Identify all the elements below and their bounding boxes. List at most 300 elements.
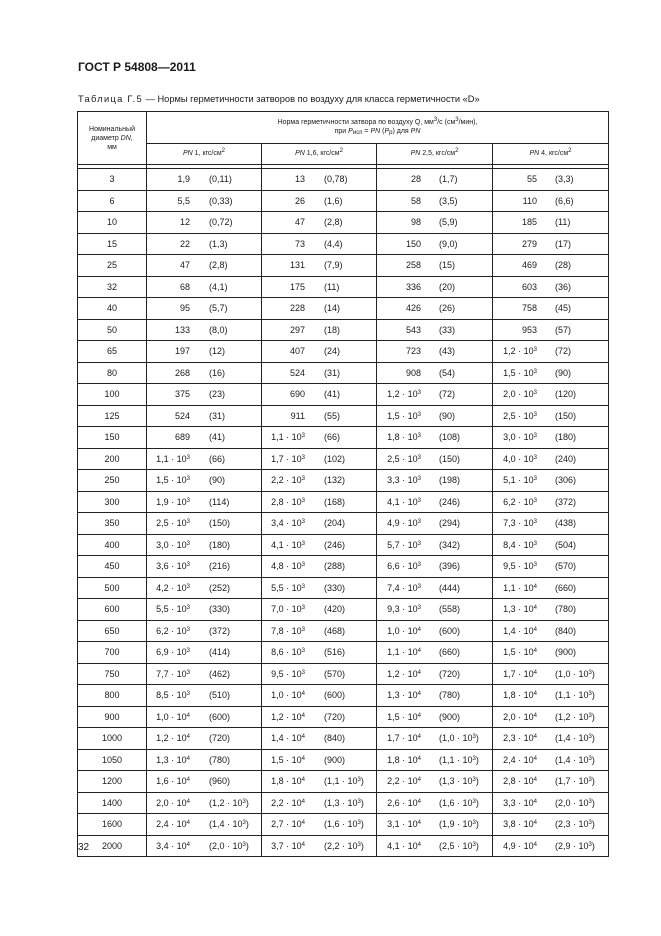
norm-value-cm3: (45) <box>555 303 572 314</box>
norm-value-mm3: $3,0 \cdot 10^3$ <box>503 432 538 443</box>
norm-cell <box>493 169 609 191</box>
norm-cell <box>147 771 262 793</box>
norm-value-cm3: (306) <box>555 475 577 486</box>
table-row <box>78 341 609 363</box>
norm-cell <box>493 341 609 363</box>
norm-cell <box>493 255 609 277</box>
norm-value-cm3: (90) <box>439 410 456 421</box>
norm-value-cm3: (11) <box>555 217 571 228</box>
norm-value-mm3: $1,0 \cdot 10^4$ <box>271 690 305 701</box>
norm-cell <box>147 491 262 513</box>
norm-value-mm3: 55 <box>527 174 538 185</box>
norm-value-cm3: $(2,2 \cdot 10^3)$ <box>324 840 364 851</box>
norm-value-cm3: (1,6) <box>324 195 343 206</box>
norm-value-cm3: (5,7) <box>209 303 228 314</box>
norm-cell <box>262 448 377 470</box>
table-row <box>78 212 609 234</box>
norm-value-cm3: (198) <box>439 475 461 486</box>
norm-value-cm3: (660) <box>439 647 461 658</box>
norm-cell <box>377 470 493 492</box>
norm-value-mm3: $1,5 \cdot 10^4$ <box>387 711 421 722</box>
norm-cell <box>262 642 377 664</box>
table-row <box>78 663 609 685</box>
norm-value-mm3: 68 <box>179 281 190 292</box>
norm-cell <box>147 534 262 556</box>
norm-cell <box>377 298 493 320</box>
table-row <box>78 427 609 449</box>
norm-value-mm3: $4,1 \cdot 10^3$ <box>271 539 305 550</box>
norm-cell <box>377 255 493 277</box>
norm-value-mm3: $1,1 \cdot 10^4$ <box>503 582 538 593</box>
header-norm-eq: = <box>362 128 371 136</box>
norm-value-cm3: $(1,1 \cdot 10^3)$ <box>324 776 364 787</box>
header-norm-sup1: 3 <box>433 117 438 124</box>
dn-cell: 1600 <box>78 814 147 836</box>
norm-value-cm3: (0,33) <box>209 195 233 206</box>
table-row <box>78 749 609 771</box>
norm-value-mm3: 185 <box>521 217 538 228</box>
dn-cell: 2000 <box>78 835 147 857</box>
norm-value-cm3: (246) <box>324 539 346 550</box>
norm-value-cm3: (108) <box>439 432 461 443</box>
norm-value-cm3: (180) <box>209 539 231 550</box>
norm-value-mm3: $3,4 \cdot 10^4$ <box>156 840 190 851</box>
norm-value-mm3: 133 <box>174 324 190 335</box>
norm-value-mm3: 47 <box>179 260 190 271</box>
norm-value-mm3: $1,3 \cdot 10^4$ <box>387 690 421 701</box>
norm-value-cm3: $(1,3 \cdot 10^3)$ <box>439 776 479 787</box>
table-row <box>78 298 609 320</box>
norm-value-cm3: (132) <box>324 475 346 486</box>
norm-value-mm3: $1,1 \cdot 10^3$ <box>156 453 190 464</box>
norm-cell <box>262 728 377 750</box>
dn-cell: 6 <box>78 190 147 212</box>
norm-value-cm3: (16) <box>209 367 226 378</box>
norm-value-cm3: (900) <box>324 754 346 765</box>
norm-value-mm3: $1,8 \cdot 10^4$ <box>387 754 421 765</box>
norm-cell <box>147 212 262 234</box>
header-norm-pn: PN <box>370 128 381 136</box>
norm-value-cm3: (15) <box>439 260 456 271</box>
norm-value-mm3: $2,7 \cdot 10^4$ <box>271 819 305 830</box>
norm-cell <box>377 642 493 664</box>
norm-value-mm3: $1,0 \cdot 10^4$ <box>387 625 421 636</box>
norm-cell <box>147 642 262 664</box>
norm-cell <box>147 835 262 857</box>
norm-cell <box>493 835 609 857</box>
header-dn-var: DN <box>120 134 131 142</box>
norm-value-mm3: $6,2 \cdot 10^3$ <box>156 625 190 636</box>
norm-value-cm3: $(1,4 \cdot 10^3)$ <box>555 754 595 765</box>
norm-value-mm3: $3,7 \cdot 10^4$ <box>271 840 305 851</box>
dn-cell: 400 <box>78 534 147 556</box>
norm-value-cm3: $(1,6 \cdot 10^3)$ <box>324 819 364 830</box>
dn-cell: 350 <box>78 513 147 535</box>
norm-value-mm3: $1,3 \cdot 10^4$ <box>156 754 190 765</box>
table-caption-text: — Нормы герметичности затворов по воздуху для класса герметичности «D» <box>143 94 480 104</box>
norm-cell <box>262 577 377 599</box>
norm-value-mm3: $8,5 \cdot 10^3$ <box>156 690 190 701</box>
header-dn-unit: мм <box>107 143 117 151</box>
norm-value-cm3: (246) <box>439 496 461 507</box>
norm-value-mm3: $2,6 \cdot 10^4$ <box>387 797 421 808</box>
norm-value-mm3: $4,1 \cdot 10^4$ <box>387 840 421 851</box>
header-norm-pr-var: P <box>384 128 390 136</box>
norm-value-cm3: (420) <box>324 604 346 615</box>
norm-value-cm3: (12) <box>209 346 226 357</box>
norm-cell <box>493 663 609 685</box>
norm-cell <box>493 577 609 599</box>
norm-value-mm3: $2,8 \cdot 10^3$ <box>271 496 305 507</box>
norm-value-mm3: $7,3 \cdot 10^3$ <box>503 518 538 529</box>
norm-value-cm3: (150) <box>209 518 231 529</box>
dn-cell: 1400 <box>78 792 147 814</box>
norm-cell <box>262 491 377 513</box>
dn-cell: 50 <box>78 319 147 341</box>
norm-value-mm3: $1,5 \cdot 10^4$ <box>271 754 305 765</box>
norm-value-cm3: $(1,3 \cdot 10^3)$ <box>324 797 364 808</box>
norm-value-mm3: $1,5 \cdot 10^4$ <box>503 647 538 658</box>
norm-value-mm3: 110 <box>522 195 538 206</box>
norm-cell <box>147 427 262 449</box>
norm-value-mm3: 131 <box>289 260 305 271</box>
norm-value-cm3: (660) <box>555 582 577 593</box>
dn-cell: 150 <box>78 427 147 449</box>
norm-value-cm3: $(1,4 \cdot 10^3)$ <box>209 819 249 830</box>
header-nominal-diameter: Номинальный диаметр DN, мм <box>78 112 147 165</box>
norm-cell <box>147 470 262 492</box>
norm-cell <box>262 276 377 298</box>
norm-cell <box>493 405 609 427</box>
table-row <box>78 814 609 836</box>
norm-value-mm3: $1,6 \cdot 10^4$ <box>156 776 190 787</box>
norm-cell <box>147 341 262 363</box>
table-caption <box>78 94 480 104</box>
table-row <box>78 362 609 384</box>
norm-cell <box>147 169 262 191</box>
norm-cell <box>262 470 377 492</box>
norm-cell <box>377 513 493 535</box>
norm-cell <box>377 771 493 793</box>
table-row <box>78 233 609 255</box>
dn-cell: 450 <box>78 556 147 578</box>
norm-value-cm3: (444) <box>439 582 461 593</box>
table-row <box>78 556 609 578</box>
norm-value-mm3: $2,4 \cdot 10^4$ <box>503 754 538 765</box>
table-row <box>78 491 609 513</box>
dn-cell: 650 <box>78 620 147 642</box>
norm-cell <box>147 577 262 599</box>
header-pn-column: PN 4, кгс/$см^2$ <box>493 143 609 164</box>
dn-cell: 200 <box>78 448 147 470</box>
norm-value-mm3: 58 <box>410 195 421 206</box>
norm-value-cm3: (216) <box>209 561 231 572</box>
norm-value-mm3: $4,2 \cdot 10^3$ <box>156 582 190 593</box>
norm-cell <box>377 276 493 298</box>
norm-value-cm3: (720) <box>209 733 231 744</box>
norm-value-mm3: $4,9 \cdot 10^3$ <box>387 518 421 529</box>
norm-value-mm3: $1,7 \cdot 10^4$ <box>387 733 421 744</box>
norm-cell <box>147 620 262 642</box>
norm-value-mm3: $1,5 \cdot 10^3$ <box>387 410 421 421</box>
norm-value-cm3: (55) <box>324 410 341 421</box>
norm-value-mm3: $2,5 \cdot 10^3$ <box>503 410 538 421</box>
norm-value-cm3: (240) <box>555 453 577 464</box>
norm-value-mm3: $7,8 \cdot 10^3$ <box>271 625 305 636</box>
norm-value-mm3: 47 <box>294 217 305 228</box>
norm-value-mm3: $3,0 \cdot 10^3$ <box>156 539 190 550</box>
norm-cell <box>147 298 262 320</box>
norm-cell <box>262 663 377 685</box>
header-norm-line1: Норма герметичности затвора по воздуху Q, мм <box>277 119 434 127</box>
norm-cell <box>262 771 377 793</box>
norm-value-cm3: (600) <box>324 690 346 701</box>
norm-value-mm3: $1,3 \cdot 10^4$ <box>503 604 538 615</box>
norm-value-cm3: (28) <box>555 260 572 271</box>
norm-value-cm3: (294) <box>439 518 461 529</box>
norm-cell <box>147 792 262 814</box>
norm-cell <box>493 362 609 384</box>
norm-cell <box>377 212 493 234</box>
dn-cell: 900 <box>78 706 147 728</box>
norm-cell <box>262 513 377 535</box>
norm-cell <box>377 706 493 728</box>
norm-cell <box>147 319 262 341</box>
norm-value-mm3: 73 <box>294 238 305 249</box>
norm-cell <box>377 835 493 857</box>
table-row <box>78 706 609 728</box>
dn-cell: 250 <box>78 470 147 492</box>
norm-value-mm3: $8,4 \cdot 10^3$ <box>503 539 538 550</box>
norm-value-mm3: $7,0 \cdot 10^3$ <box>271 604 305 615</box>
norm-value-cm3: (204) <box>324 518 346 529</box>
norm-value-cm3: (33) <box>439 324 456 335</box>
dn-cell: 1000 <box>78 728 147 750</box>
norm-value-mm3: 268 <box>174 367 190 378</box>
table-row <box>78 577 609 599</box>
norm-value-mm3: $2,0 \cdot 10^4$ <box>503 711 538 722</box>
norm-cell <box>262 814 377 836</box>
norm-value-cm3: (570) <box>324 668 346 679</box>
norm-value-cm3: (840) <box>324 733 346 744</box>
table-row <box>78 728 609 750</box>
norm-value-cm3: (0,11) <box>209 174 232 185</box>
norm-value-mm3: $1,1 \cdot 10^4$ <box>387 647 421 658</box>
norm-cell <box>262 685 377 707</box>
header-norm-pn2: PN <box>410 128 421 136</box>
norm-cell <box>493 728 609 750</box>
norm-value-cm3: (150) <box>439 453 461 464</box>
norm-value-cm3: (72) <box>555 346 572 357</box>
norm-value-mm3: $3,1 \cdot 10^4$ <box>387 819 421 830</box>
norm-value-mm3: $6,9 \cdot 10^3$ <box>156 647 190 658</box>
norm-value-mm3: $1,4 \cdot 10^4$ <box>503 625 538 636</box>
norm-value-mm3: $1,2 \cdot 10^4$ <box>271 711 305 722</box>
norm-value-cm3: $(1,9 \cdot 10^3)$ <box>439 819 479 830</box>
norm-cell <box>377 233 493 255</box>
table-row <box>78 276 609 298</box>
norm-value-cm3: (3,3) <box>555 174 574 185</box>
norm-value-mm3: 95 <box>179 303 190 314</box>
norm-value-cm3: (252) <box>209 582 231 593</box>
norm-cell <box>493 792 609 814</box>
norm-value-mm3: $7,7 \cdot 10^3$ <box>156 668 190 679</box>
norm-value-mm3: $1,5 \cdot 10^3$ <box>503 367 538 378</box>
norm-cell <box>262 169 377 191</box>
norm-cell <box>262 298 377 320</box>
norm-value-mm3: $1,5 \cdot 10^3$ <box>156 475 190 486</box>
norm-cell <box>493 534 609 556</box>
norm-value-cm3: $(1,1 \cdot 10^3)$ <box>439 754 479 765</box>
dn-cell: 125 <box>78 405 147 427</box>
norm-cell <box>147 556 262 578</box>
norm-value-mm3: $1,8 \cdot 10^4$ <box>271 776 305 787</box>
norm-value-cm3: (7,9) <box>324 260 343 271</box>
norm-value-cm3: $(1,0 \cdot 10^3)$ <box>439 733 479 744</box>
dn-cell: 800 <box>78 685 147 707</box>
norm-cell <box>377 749 493 771</box>
table-caption-label: Таблица Г.5 <box>78 94 143 104</box>
norm-value-cm3: (438) <box>555 518 577 529</box>
norm-value-mm3: $1,2 \cdot 10^3$ <box>387 389 421 400</box>
norm-value-cm3: (66) <box>324 432 341 443</box>
norm-value-mm3: 297 <box>289 324 305 335</box>
norm-value-cm3: (90) <box>555 367 572 378</box>
norm-cell <box>493 620 609 642</box>
dn-cell: 25 <box>78 255 147 277</box>
header-norm-end: /мин), <box>458 119 478 127</box>
header-norm-sup2: 3 <box>455 117 459 124</box>
table-row <box>78 534 609 556</box>
norm-cell <box>493 212 609 234</box>
norm-value-cm3: (1,3) <box>209 238 228 249</box>
header-pn-column: PN 1,6, кгс/$см^2$ <box>262 143 377 164</box>
norm-value-cm3: (20) <box>439 281 456 292</box>
norm-value-cm3: (6,6) <box>555 195 574 206</box>
norm-value-cm3: (31) <box>324 367 341 378</box>
norm-value-cm3: (840) <box>555 625 577 636</box>
norm-cell <box>262 255 377 277</box>
norm-value-mm3: 28 <box>410 174 421 185</box>
norm-value-cm3: (180) <box>555 432 577 443</box>
norm-value-cm3: (960) <box>209 776 231 787</box>
norm-value-cm3: $(2,0 \cdot 10^3)$ <box>209 840 249 851</box>
header-norm-paren: ( <box>380 128 385 136</box>
header-dn-line1: Номинальный <box>89 125 135 133</box>
norm-cell <box>377 341 493 363</box>
norm-cell <box>377 319 493 341</box>
norm-value-mm3: $9,5 \cdot 10^3$ <box>271 668 305 679</box>
norm-cell <box>377 556 493 578</box>
dn-cell: 600 <box>78 599 147 621</box>
dn-cell: 1050 <box>78 749 147 771</box>
norm-value-mm3: $1,0 \cdot 10^4$ <box>156 711 190 722</box>
norm-value-mm3: $5,5 \cdot 10^3$ <box>271 582 305 593</box>
norm-value-cm3: (36) <box>555 281 572 292</box>
norm-value-cm3: (462) <box>209 668 231 679</box>
norm-value-mm3: $5,1 \cdot 10^3$ <box>503 475 538 486</box>
norm-cell <box>262 427 377 449</box>
norm-cell <box>377 362 493 384</box>
norm-value-mm3: $3,6 \cdot 10^3$ <box>156 561 190 572</box>
table-row <box>78 384 609 406</box>
norm-value-cm3: (57) <box>555 324 572 335</box>
norm-value-cm3: (168) <box>324 496 346 507</box>
norm-value-mm3: 908 <box>405 367 421 378</box>
norm-value-cm3: (4,4) <box>324 238 343 249</box>
norm-value-cm3: (8,0) <box>209 324 228 335</box>
norm-cell <box>262 835 377 857</box>
norm-cell <box>493 427 609 449</box>
norm-cell <box>262 599 377 621</box>
norm-cell <box>262 706 377 728</box>
dn-cell: 1200 <box>78 771 147 793</box>
norm-value-cm3: (372) <box>555 496 577 507</box>
norm-cell <box>493 513 609 535</box>
norm-value-cm3: (41) <box>209 432 226 443</box>
norm-value-cm3: $(2,0 \cdot 10^3)$ <box>555 797 595 808</box>
table-row <box>78 470 609 492</box>
norm-value-mm3: $2,0 \cdot 10^3$ <box>503 389 538 400</box>
norm-cell <box>493 491 609 513</box>
header-dn-line2: диаметр <box>91 134 121 142</box>
norm-cell <box>147 663 262 685</box>
dn-cell: 300 <box>78 491 147 513</box>
norm-value-cm3: (102) <box>324 453 346 464</box>
norm-value-mm3: $9,5 \cdot 10^3$ <box>503 561 538 572</box>
header-norm-p-var: P <box>348 128 353 136</box>
norm-value-cm3: (570) <box>555 561 577 572</box>
norm-cell <box>147 190 262 212</box>
norm-cell <box>493 556 609 578</box>
norm-cell <box>147 749 262 771</box>
norm-value-mm3: 5,5 <box>177 195 190 206</box>
norm-value-mm3: 603 <box>521 281 538 292</box>
table-row <box>78 835 609 857</box>
norm-cell <box>262 319 377 341</box>
table-row <box>78 642 609 664</box>
norm-value-mm3: $2,3 \cdot 10^4$ <box>503 733 538 744</box>
header-norm-p-sub: исп <box>352 130 363 137</box>
norm-cell <box>147 233 262 255</box>
header-norm-group <box>147 112 609 144</box>
norm-cell <box>262 792 377 814</box>
norm-cell <box>262 405 377 427</box>
norm-value-cm3: (780) <box>555 604 577 615</box>
norm-cell <box>377 792 493 814</box>
table-row <box>78 620 609 642</box>
norm-value-cm3: (342) <box>439 539 461 550</box>
norm-value-cm3: (90) <box>209 475 226 486</box>
norm-value-mm3: $2,2 \cdot 10^3$ <box>271 475 305 486</box>
norm-value-mm3: 22 <box>179 238 190 249</box>
norm-cell <box>262 362 377 384</box>
norm-value-cm3: (54) <box>439 367 456 378</box>
norm-value-mm3: $1,2 \cdot 10^3$ <box>503 346 538 357</box>
norm-cell <box>493 599 609 621</box>
norm-value-mm3: 26 <box>294 195 305 206</box>
norm-cell <box>262 749 377 771</box>
norm-value-cm3: (900) <box>439 711 461 722</box>
dn-cell: 3 <box>78 169 147 191</box>
norm-value-cm3: $(1,6 \cdot 10^3)$ <box>439 797 479 808</box>
norm-value-mm3: $1,1 \cdot 10^3$ <box>271 432 305 443</box>
norm-value-cm3: $(1,4 \cdot 10^3)$ <box>555 733 595 744</box>
norm-value-mm3: $2,5 \cdot 10^3$ <box>156 518 190 529</box>
norm-value-mm3: $3,3 \cdot 10^3$ <box>387 475 421 486</box>
norm-value-mm3: 690 <box>289 389 305 400</box>
norm-cell <box>147 255 262 277</box>
